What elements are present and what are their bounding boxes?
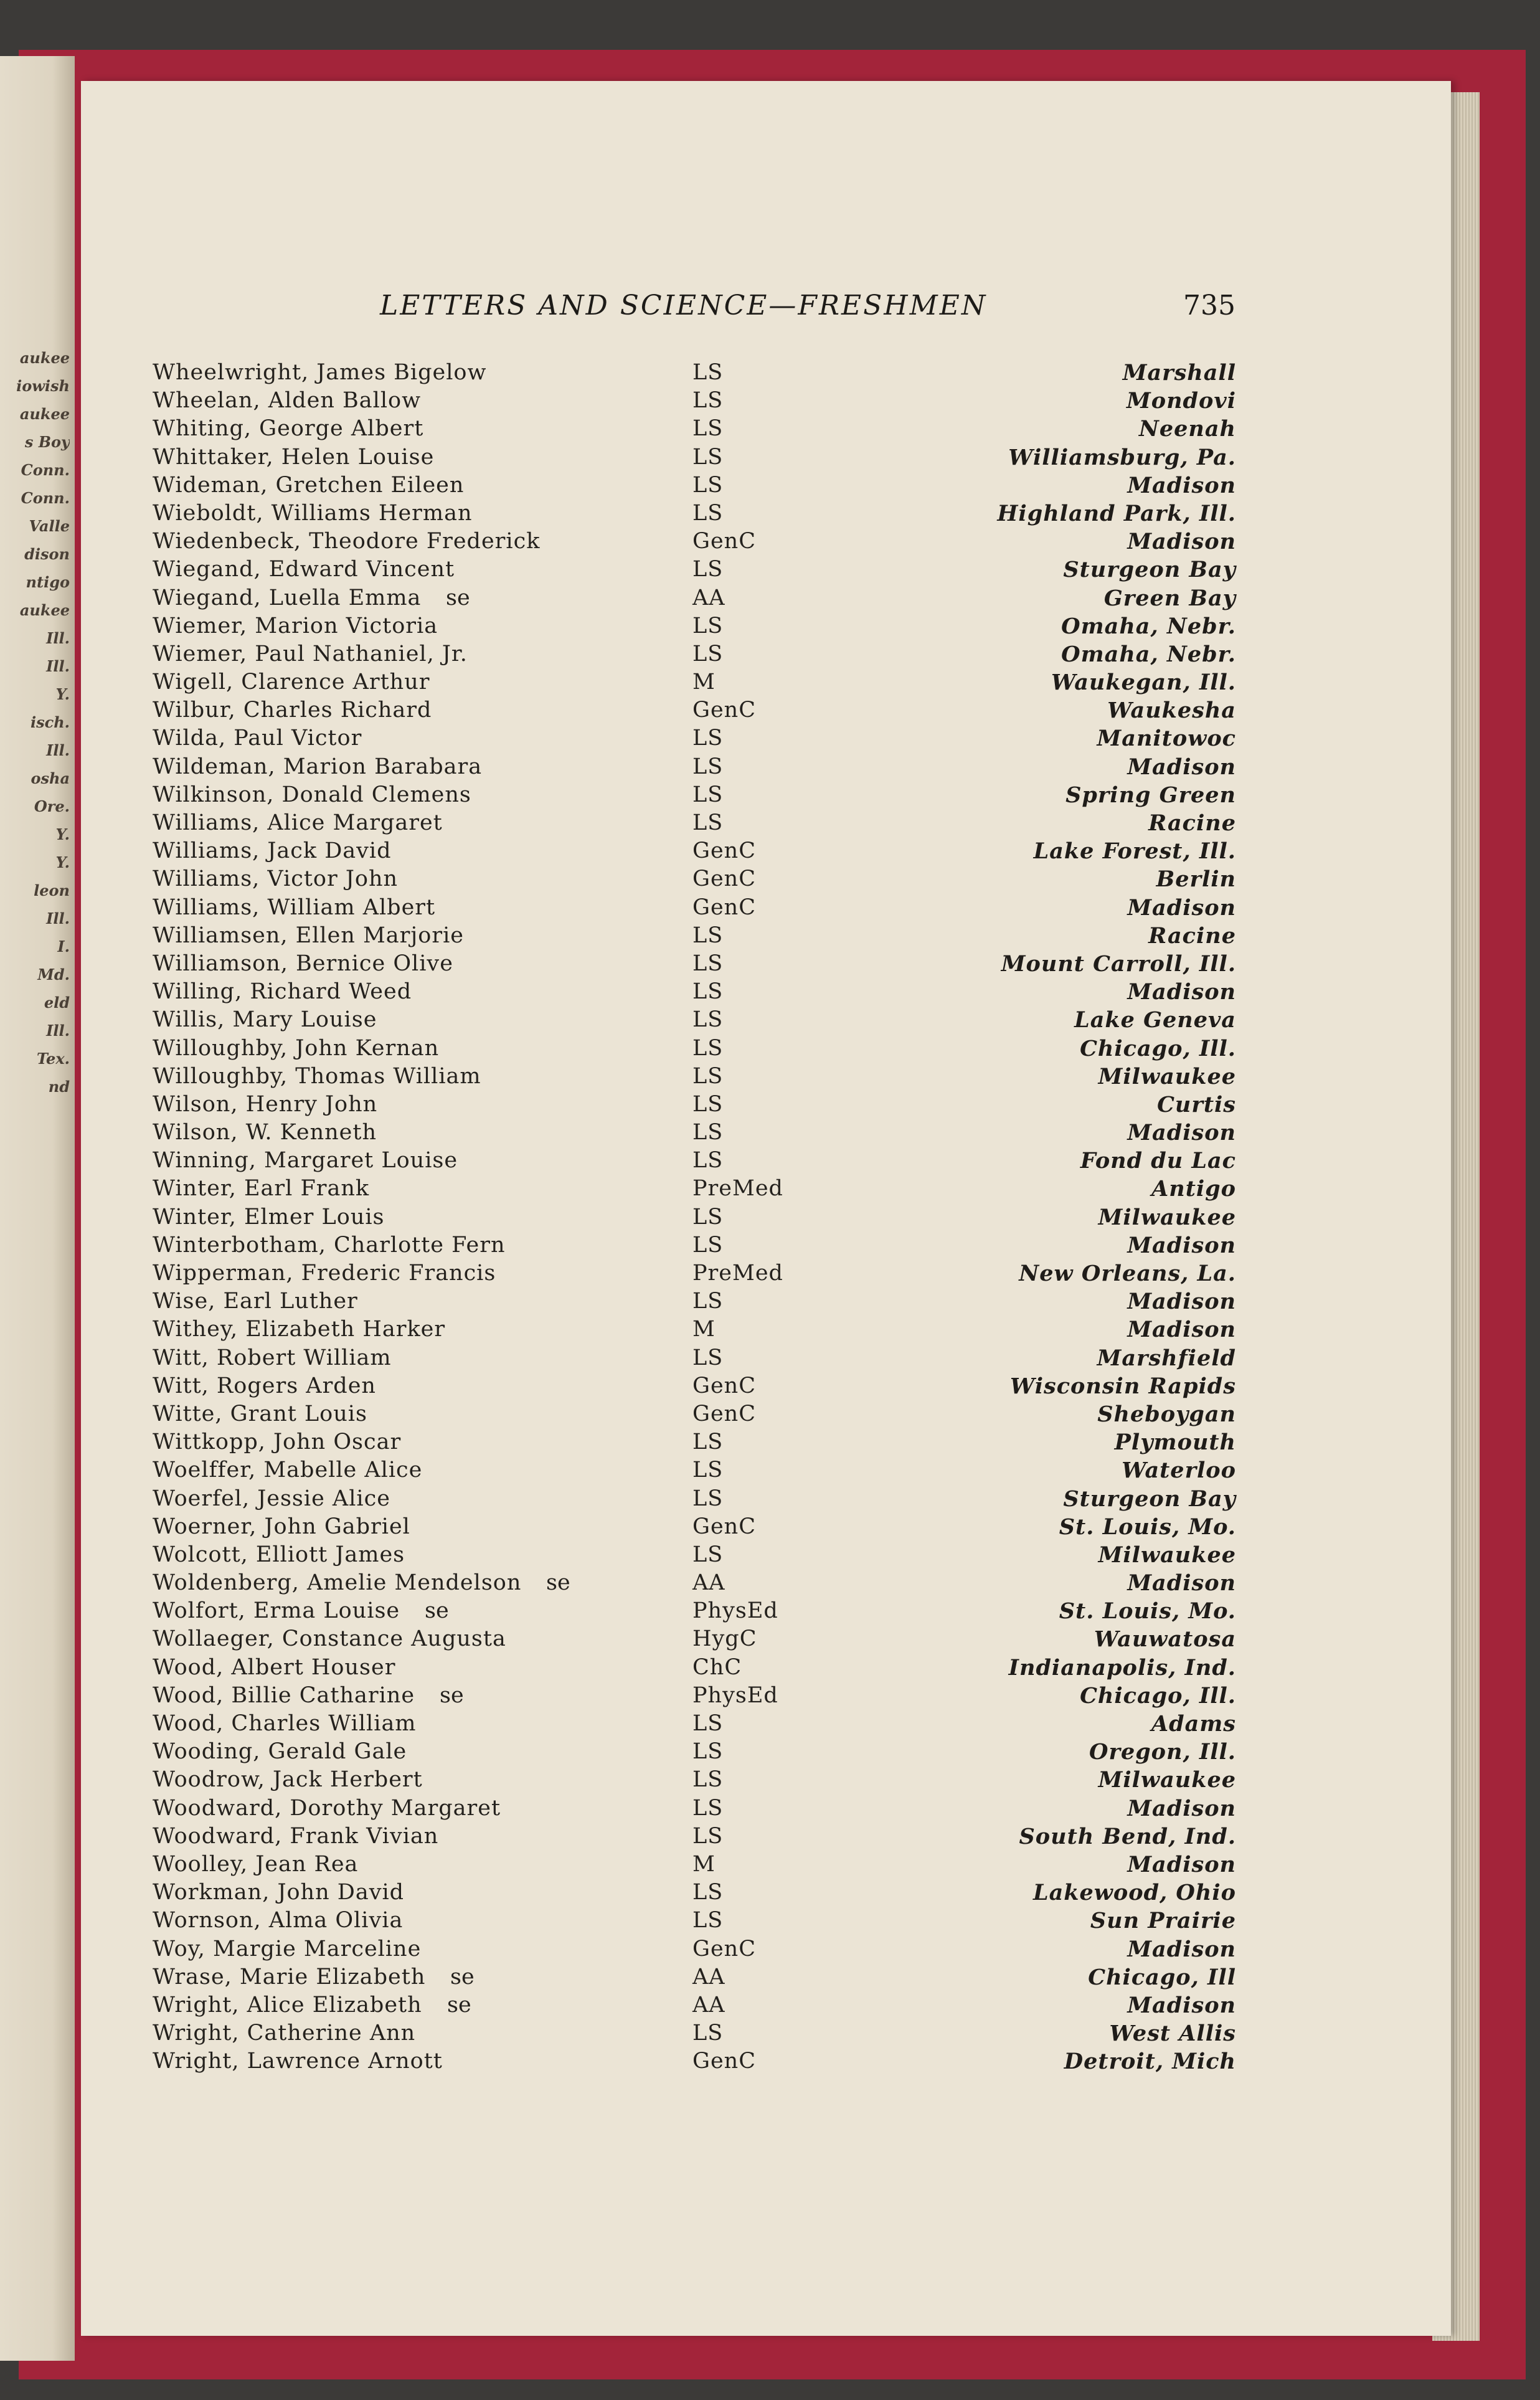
student-course: LS xyxy=(692,1880,724,1905)
margin-fragment: Ill. xyxy=(46,629,70,647)
roster-row xyxy=(0,726,1540,754)
roster-row xyxy=(0,388,1540,416)
student-hometown: Sturgeon Bay xyxy=(1063,557,1236,583)
student-hometown: Madison xyxy=(1127,1570,1236,1596)
student-hometown: Chicago, Ill xyxy=(1088,1964,1236,1990)
student-name: Willing, Richard Weed xyxy=(153,979,412,1005)
student-hometown: Milwaukee xyxy=(1098,1204,1236,1230)
student-course: AA xyxy=(692,1570,725,1596)
roster-row xyxy=(0,1598,1540,1626)
margin-fragment: Y. xyxy=(55,853,70,871)
roster-row xyxy=(0,642,1540,670)
page-number: 735 xyxy=(1183,290,1235,321)
margin-fragment: Y. xyxy=(55,825,70,843)
student-hometown: Milwaukee xyxy=(1098,1063,1236,1089)
margin-fragment: Y. xyxy=(55,685,70,703)
roster-row xyxy=(0,1148,1540,1176)
student-course: LS xyxy=(692,1486,724,1511)
roster-row xyxy=(0,1064,1540,1092)
student-hometown: Detroit, Mich xyxy=(1064,2049,1236,2075)
margin-fragment: ntigo xyxy=(26,573,70,591)
student-hometown: Antigo xyxy=(1151,1176,1236,1202)
student-course: LS xyxy=(692,1289,724,1314)
roster-row xyxy=(0,810,1540,838)
student-hometown: Madison xyxy=(1127,979,1236,1005)
roster-row xyxy=(0,1739,1540,1767)
student-hometown: New Orleans, La. xyxy=(1019,1261,1236,1286)
roster-row xyxy=(0,1824,1540,1852)
student-course: LS xyxy=(692,641,724,666)
student-course: GenC xyxy=(692,838,756,864)
student-course: LS xyxy=(692,1345,724,1370)
student-name: Wood, Albert Houser xyxy=(153,1654,396,1680)
student-name: Witt, Robert William xyxy=(153,1345,392,1370)
student-name: Wilson, W. Kenneth xyxy=(153,1120,377,1145)
student-hometown: Lake Forest, Ill. xyxy=(1033,838,1236,865)
student-hometown: Waterloo xyxy=(1122,1458,1236,1484)
student-name: Woldenberg, Amelie Mendelson xyxy=(153,1570,522,1596)
student-hometown: Williamsburg, Pa. xyxy=(1008,444,1236,470)
student-name: Witt, Rogers Arden xyxy=(153,1373,376,1398)
margin-fragment: iowish xyxy=(16,377,70,395)
student-note: se xyxy=(546,1570,570,1596)
student-course: LS xyxy=(692,1035,724,1061)
margin-fragment: aukee xyxy=(19,405,70,423)
student-name: Wise, Earl Luther xyxy=(153,1289,358,1314)
roster-row xyxy=(0,1767,1540,1795)
margin-fragment: nd xyxy=(48,1078,70,1096)
student-course: LS xyxy=(692,1091,724,1117)
roster-row xyxy=(0,614,1540,642)
student-name: Wornson, Alma Olivia xyxy=(153,1908,404,1933)
student-name: Willis, Mary Louise xyxy=(153,1007,377,1033)
student-name: Wieboldt, Williams Herman xyxy=(153,500,473,526)
student-course: AA xyxy=(692,1964,725,1990)
roster-row xyxy=(0,1796,1540,1824)
student-hometown: Racine xyxy=(1148,810,1236,836)
student-hometown: St. Louis, Mo. xyxy=(1059,1598,1236,1625)
student-note: se xyxy=(447,1992,471,2018)
student-name: Woy, Margie Marceline xyxy=(153,1936,422,1961)
running-title: LETTERS AND SCIENCE—FRESHMEN xyxy=(380,290,988,321)
student-course: AA xyxy=(692,1992,725,2018)
margin-fragment: Md. xyxy=(37,965,70,984)
student-hometown: Sun Prairie xyxy=(1090,1908,1236,1934)
roster-row xyxy=(0,979,1540,1007)
student-course: LS xyxy=(692,782,724,807)
student-name: Wrase, Marie Elizabeth xyxy=(153,1964,426,1990)
student-note: se xyxy=(425,1598,449,1624)
student-course: LS xyxy=(692,613,724,638)
student-course: PreMed xyxy=(692,1261,783,1286)
roster-row xyxy=(0,1880,1540,1908)
roster-row xyxy=(0,1289,1540,1317)
student-hometown: Lake Geneva xyxy=(1074,1007,1236,1033)
roster-row xyxy=(0,445,1540,473)
student-hometown: Curtis xyxy=(1157,1091,1236,1117)
roster-row xyxy=(0,1908,1540,1936)
student-note: se xyxy=(450,1964,475,1990)
student-hometown: Madison xyxy=(1127,754,1236,780)
roster-row xyxy=(0,1402,1540,1430)
student-hometown: Lakewood, Ohio xyxy=(1032,1880,1236,1906)
student-course: GenC xyxy=(692,894,756,920)
roster-row xyxy=(0,1373,1540,1402)
roster-row xyxy=(0,1711,1540,1739)
student-hometown: St. Louis, Mo. xyxy=(1059,1514,1236,1540)
roster-row xyxy=(0,1176,1540,1204)
student-hometown: Manitowoc xyxy=(1097,726,1236,752)
student-hometown: Adams xyxy=(1151,1711,1236,1737)
student-hometown: South Bend, Ind. xyxy=(1019,1823,1236,1849)
student-name: Winter, Earl Frank xyxy=(153,1176,370,1202)
roster-row xyxy=(0,782,1540,810)
roster-row xyxy=(0,1626,1540,1654)
student-course: GenC xyxy=(692,866,756,892)
roster-row xyxy=(0,670,1540,698)
margin-fragment: dison xyxy=(24,545,70,563)
student-name: Whittaker, Helen Louise xyxy=(153,444,435,470)
roster-row xyxy=(0,866,1540,894)
student-hometown: Indianapolis, Ind. xyxy=(1008,1654,1236,1681)
roster-row xyxy=(0,895,1540,923)
student-name: Wheelwright, James Bigelow xyxy=(153,360,487,385)
student-course: LS xyxy=(692,1204,724,1230)
student-name: Wolcott, Elliott James xyxy=(153,1542,405,1567)
margin-fragment: Ill. xyxy=(46,657,70,675)
student-hometown: Madison xyxy=(1127,1232,1236,1258)
student-name: Wiemer, Paul Nathaniel, Jr. xyxy=(153,641,468,666)
student-course: LS xyxy=(692,1430,724,1455)
student-course: M xyxy=(692,1851,716,1877)
margin-fragment: aukee xyxy=(19,349,70,367)
student-name: Woodrow, Jack Herbert xyxy=(153,1767,423,1793)
student-name: Wittkopp, John Oscar xyxy=(153,1430,402,1455)
student-hometown: Madison xyxy=(1127,1120,1236,1146)
student-name: Wollaeger, Constance Augusta xyxy=(153,1626,506,1652)
student-hometown: Chicago, Ill. xyxy=(1080,1682,1236,1709)
student-hometown: Waukegan, Ill. xyxy=(1051,670,1236,696)
roster-row xyxy=(0,1092,1540,1120)
student-hometown: Milwaukee xyxy=(1098,1542,1236,1568)
roster-row xyxy=(0,1514,1540,1542)
student-course: LS xyxy=(692,2021,724,2046)
margin-fragment: Tex. xyxy=(36,1050,70,1068)
roster-row xyxy=(0,1993,1540,2021)
roster-row xyxy=(0,1458,1540,1486)
student-hometown: Wisconsin Rapids xyxy=(1010,1373,1236,1399)
student-note: se xyxy=(446,585,470,610)
margin-fragment: I. xyxy=(57,937,70,956)
student-hometown: Oregon, Ill. xyxy=(1089,1739,1236,1765)
student-hometown: Neenah xyxy=(1138,416,1236,442)
student-course: ChC xyxy=(692,1654,742,1680)
running-header xyxy=(0,290,1540,333)
student-course: GenC xyxy=(692,1373,756,1398)
student-course: LS xyxy=(692,416,724,442)
roster-row xyxy=(0,698,1540,726)
student-name: Wheelan, Alden Ballow xyxy=(153,388,422,414)
student-name: Workman, John David xyxy=(153,1880,405,1905)
roster-row xyxy=(0,1570,1540,1598)
student-course: AA xyxy=(692,585,725,610)
roster-row xyxy=(0,1317,1540,1345)
student-hometown: Sturgeon Bay xyxy=(1063,1486,1236,1512)
roster-row xyxy=(0,586,1540,614)
student-name: Woodward, Frank Vivian xyxy=(153,1823,439,1849)
student-name: Wood, Billie Catharine xyxy=(153,1682,415,1708)
student-course: LS xyxy=(692,360,724,385)
margin-fragment: Conn. xyxy=(21,489,70,507)
student-hometown: Chicago, Ill. xyxy=(1080,1035,1236,1061)
student-name: Wigell, Clarence Arthur xyxy=(153,670,430,695)
roster-row xyxy=(0,1205,1540,1233)
student-roster xyxy=(0,360,1540,2077)
student-name: Woelffer, Mabelle Alice xyxy=(153,1458,423,1483)
student-hometown: Spring Green xyxy=(1065,782,1236,808)
roster-row xyxy=(0,360,1540,388)
student-hometown: Wauwatosa xyxy=(1094,1626,1236,1653)
roster-row xyxy=(0,951,1540,979)
roster-row xyxy=(0,2021,1540,2049)
student-hometown: Sheboygan xyxy=(1097,1401,1236,1427)
student-course: GenC xyxy=(692,529,756,554)
student-hometown: Fond du Lac xyxy=(1080,1148,1236,1174)
student-course: LS xyxy=(692,1063,724,1089)
student-course: LS xyxy=(692,1767,724,1793)
student-name: Williams, Victor John xyxy=(153,866,399,892)
margin-fragment: Valle xyxy=(29,517,70,535)
student-hometown: Mount Carroll, Ill. xyxy=(1001,951,1236,977)
student-hometown: Madison xyxy=(1127,1795,1236,1821)
student-hometown: Milwaukee xyxy=(1098,1767,1236,1793)
student-name: Wiegand, Edward Vincent xyxy=(153,557,455,582)
student-course: LS xyxy=(692,1795,724,1821)
student-name: Williamson, Bernice Olive xyxy=(153,951,453,976)
student-hometown: Madison xyxy=(1127,1317,1236,1343)
student-name: Woerfel, Jessie Alice xyxy=(153,1486,390,1511)
student-course: LS xyxy=(692,444,724,470)
student-name: Wooding, Gerald Gale xyxy=(153,1739,407,1765)
student-name: Winterbotham, Charlotte Fern xyxy=(153,1232,506,1258)
roster-row xyxy=(0,1036,1540,1064)
margin-fragment: osha xyxy=(31,769,70,787)
student-course: GenC xyxy=(692,1401,756,1426)
student-name: Woerner, John Gabriel xyxy=(153,1514,410,1539)
student-course: PreMed xyxy=(692,1176,783,1202)
margin-fragment: leon xyxy=(34,881,70,899)
student-name: Withey, Elizabeth Harker xyxy=(153,1317,446,1342)
roster-row xyxy=(0,1007,1540,1035)
student-name: Woodward, Dorothy Margaret xyxy=(153,1795,501,1821)
margin-fragment: Conn. xyxy=(21,461,70,479)
student-course: LS xyxy=(692,1908,724,1933)
student-name: Wideman, Gretchen Eileen xyxy=(153,472,465,498)
roster-row xyxy=(0,557,1540,585)
student-name: Willoughby, John Kernan xyxy=(153,1035,440,1061)
student-name: Wiedenbeck, Theodore Frederick xyxy=(153,529,541,554)
student-course: LS xyxy=(692,1542,724,1567)
student-name: Williamsen, Ellen Marjorie xyxy=(153,923,464,948)
roster-row xyxy=(0,529,1540,557)
roster-row xyxy=(0,501,1540,529)
student-course: GenC xyxy=(692,1936,756,1961)
student-hometown: Madison xyxy=(1127,472,1236,498)
margin-fragment: Ill. xyxy=(46,1022,70,1040)
student-course: M xyxy=(692,1317,716,1342)
student-name: Williams, Jack David xyxy=(153,838,392,864)
student-course: LS xyxy=(692,472,724,498)
student-course: LS xyxy=(692,1148,724,1174)
student-course: LS xyxy=(692,923,724,948)
student-course: LS xyxy=(692,1007,724,1033)
roster-row xyxy=(0,923,1540,951)
roster-row xyxy=(0,1655,1540,1683)
margin-fragment: Ore. xyxy=(34,797,70,815)
student-hometown: Madison xyxy=(1127,1289,1236,1315)
student-course: GenC xyxy=(692,2049,756,2074)
student-course: LS xyxy=(692,1739,724,1765)
roster-row xyxy=(0,1261,1540,1289)
roster-row xyxy=(0,754,1540,782)
student-name: Williams, Alice Margaret xyxy=(153,810,443,835)
student-course: HygC xyxy=(692,1626,757,1652)
student-name: Wildeman, Marion Barabara xyxy=(153,754,483,779)
student-name: Willoughby, Thomas William xyxy=(153,1063,481,1089)
student-course: LS xyxy=(692,1823,724,1849)
student-note: se xyxy=(440,1682,464,1708)
student-course: GenC xyxy=(692,698,756,723)
student-course: LS xyxy=(692,979,724,1005)
roster-row xyxy=(0,1937,1540,1965)
student-hometown: Madison xyxy=(1127,529,1236,555)
roster-row xyxy=(0,1486,1540,1514)
roster-row xyxy=(0,1430,1540,1458)
margin-fragment: aukee xyxy=(19,601,70,619)
roster-row xyxy=(0,1852,1540,1880)
margin-fragment: s Boy xyxy=(24,433,70,451)
roster-row xyxy=(0,416,1540,444)
student-name: Wilson, Henry John xyxy=(153,1091,378,1117)
student-hometown: Plymouth xyxy=(1114,1430,1236,1456)
student-name: Wilda, Paul Victor xyxy=(153,726,362,751)
student-course: M xyxy=(692,670,716,695)
roster-row xyxy=(0,1965,1540,1993)
student-hometown: Mondovi xyxy=(1127,388,1236,414)
student-course: LS xyxy=(692,1232,724,1258)
student-hometown: Madison xyxy=(1127,1992,1236,2018)
student-name: Wipperman, Frederic Francis xyxy=(153,1261,496,1286)
student-name: Wright, Alice Elizabeth xyxy=(153,1992,422,2018)
student-course: LS xyxy=(692,1711,724,1736)
student-course: PhysEd xyxy=(692,1682,778,1708)
student-hometown: Madison xyxy=(1127,894,1236,921)
student-hometown: Berlin xyxy=(1156,866,1236,893)
student-name: Woolley, Jean Rea xyxy=(153,1851,359,1877)
roster-row xyxy=(0,1233,1540,1261)
roster-row xyxy=(0,2049,1540,2077)
student-name: Wright, Lawrence Arnott xyxy=(153,2049,443,2074)
student-name: Wiegand, Luella Emma xyxy=(153,585,422,610)
student-name: Winter, Elmer Louis xyxy=(153,1204,385,1230)
student-hometown: Madison xyxy=(1127,1851,1236,1877)
student-name: Wilkinson, Donald Clemens xyxy=(153,782,471,807)
student-hometown: Omaha, Nebr. xyxy=(1061,613,1236,639)
roster-row xyxy=(0,473,1540,501)
student-hometown: Omaha, Nebr. xyxy=(1061,641,1236,667)
student-name: Wolfort, Erma Louise xyxy=(153,1598,400,1624)
student-course: LS xyxy=(692,810,724,835)
student-course: LS xyxy=(692,1458,724,1483)
margin-fragment: eld xyxy=(44,994,70,1012)
student-hometown: Waukesha xyxy=(1107,698,1236,724)
student-name: Whiting, George Albert xyxy=(153,416,424,442)
student-course: LS xyxy=(692,557,724,582)
student-hometown: Highland Park, Ill. xyxy=(997,500,1236,526)
student-name: Witte, Grant Louis xyxy=(153,1401,367,1426)
roster-row xyxy=(0,1683,1540,1711)
student-hometown: West Allis xyxy=(1109,2021,1236,2047)
student-course: PhysEd xyxy=(692,1598,778,1624)
student-name: Wood, Charles William xyxy=(153,1711,417,1736)
student-name: Wright, Catherine Ann xyxy=(153,2021,416,2046)
roster-row xyxy=(0,838,1540,866)
roster-row xyxy=(0,1345,1540,1373)
student-name: Winning, Margaret Louise xyxy=(153,1148,458,1174)
margin-fragment: Ill. xyxy=(46,909,70,927)
student-course: LS xyxy=(692,951,724,976)
student-hometown: Green Bay xyxy=(1103,585,1236,611)
student-hometown: Marshall xyxy=(1122,360,1236,386)
student-course: LS xyxy=(692,500,724,526)
student-course: LS xyxy=(692,388,724,414)
roster-row xyxy=(0,1120,1540,1148)
student-name: Williams, William Albert xyxy=(153,894,436,920)
margin-fragment: isch. xyxy=(30,713,70,731)
student-hometown: Marshfield xyxy=(1097,1345,1236,1371)
student-name: Wiemer, Marion Victoria xyxy=(153,613,438,638)
student-course: LS xyxy=(692,726,724,751)
roster-row xyxy=(0,1542,1540,1570)
student-course: LS xyxy=(692,1120,724,1145)
student-course: GenC xyxy=(692,1514,756,1539)
student-hometown: Racine xyxy=(1148,923,1236,949)
student-name: Wilbur, Charles Richard xyxy=(153,698,432,723)
margin-fragment: Ill. xyxy=(46,741,70,759)
student-hometown: Madison xyxy=(1127,1936,1236,1962)
student-course: LS xyxy=(692,754,724,779)
